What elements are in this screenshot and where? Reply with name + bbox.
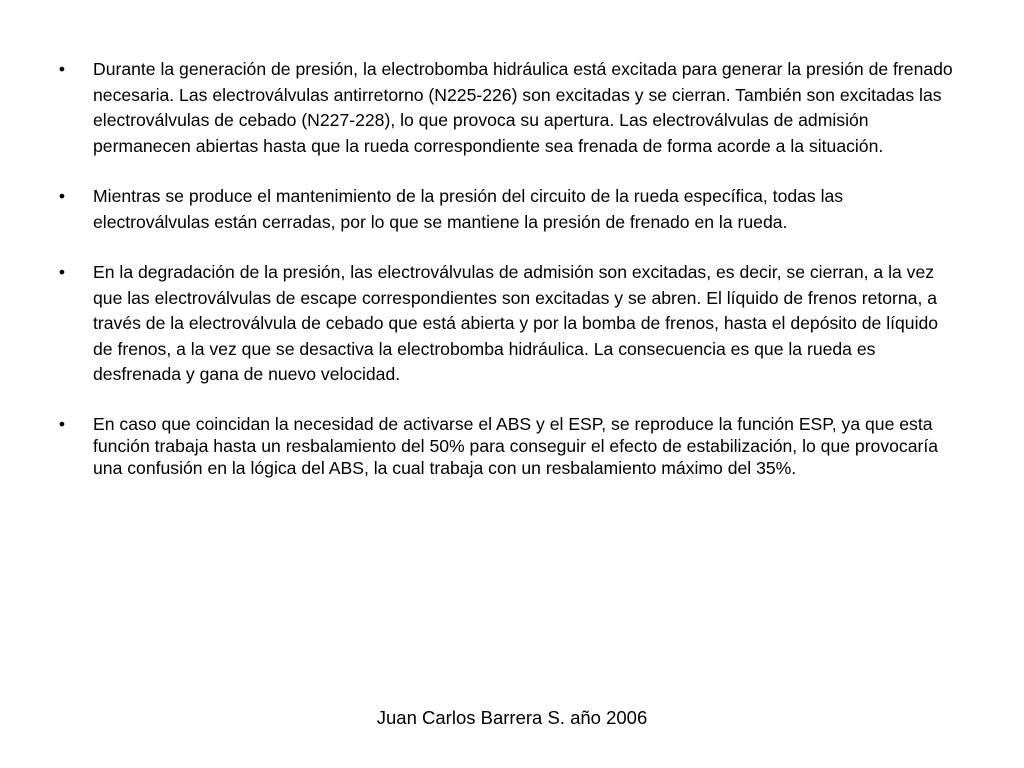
bullet-item-abs-esp-conflict — [56, 413, 956, 479]
bullet-icon: • — [58, 186, 66, 206]
bullet-item-pressure-maintenance — [56, 184, 956, 235]
bullet-item-pressure-reduction — [56, 260, 956, 388]
bullet-text: En la degradación de la presión, las electroválvulas de admisión son excitadas, es decir, se cierran, a la vez que las electroválvulas de escape correspondientes son excitadas y se abren. El líquido de frenos retorna, a través de la electroválvula de cebado que está abierta y por la bomba de frenos, hasta el depósito de líquido de frenos, a la vez que se desactiva la electrobomba hidráulica. La consecuencia es que la rueda es desfrenada y gana de nuevo velocidad. — [93, 262, 939, 384]
bullet-item-pressure-generation — [56, 57, 956, 159]
bullet-text: Mientras se produce el mantenimiento de la presión del circuito de la rueda específica, todas las electroválvulas están cerradas, por lo que se mantiene la presión de frenado en la rueda. — [93, 186, 844, 232]
bullet-list — [56, 57, 956, 479]
bullet-text: Durante la generación de presión, la electrobomba hidráulica está excitada para generar la presión de frenado necesaria. Las electroválvulas antirretorno (N225-226) son excitadas y se cierran. También son excitadas las electroválvulas de cebado (N227-228), lo que provoca su apertura. Las electroválvulas de admisión permanecen abiertas hasta que la rueda correspondiente sea frenada de forma acorde a la situación. — [93, 59, 953, 156]
bullet-text: En caso que coincidan la necesidad de activarse el ABS y el ESP, se reproduce la función ESP, ya que esta función trabaja hasta un resbalamiento del 50% para conseguir el efecto de estabilización, lo que provocaría una confusión en la lógica del ABS, la cual trabaja con un resbalamiento máximo del 35%. — [93, 413, 939, 478]
bullet-icon: • — [58, 59, 66, 79]
footer-author: Juan Carlos Barrera S. año 2006 — [376, 707, 648, 728]
bullet-icon: • — [58, 262, 66, 282]
bullet-icon: • — [58, 413, 66, 434]
